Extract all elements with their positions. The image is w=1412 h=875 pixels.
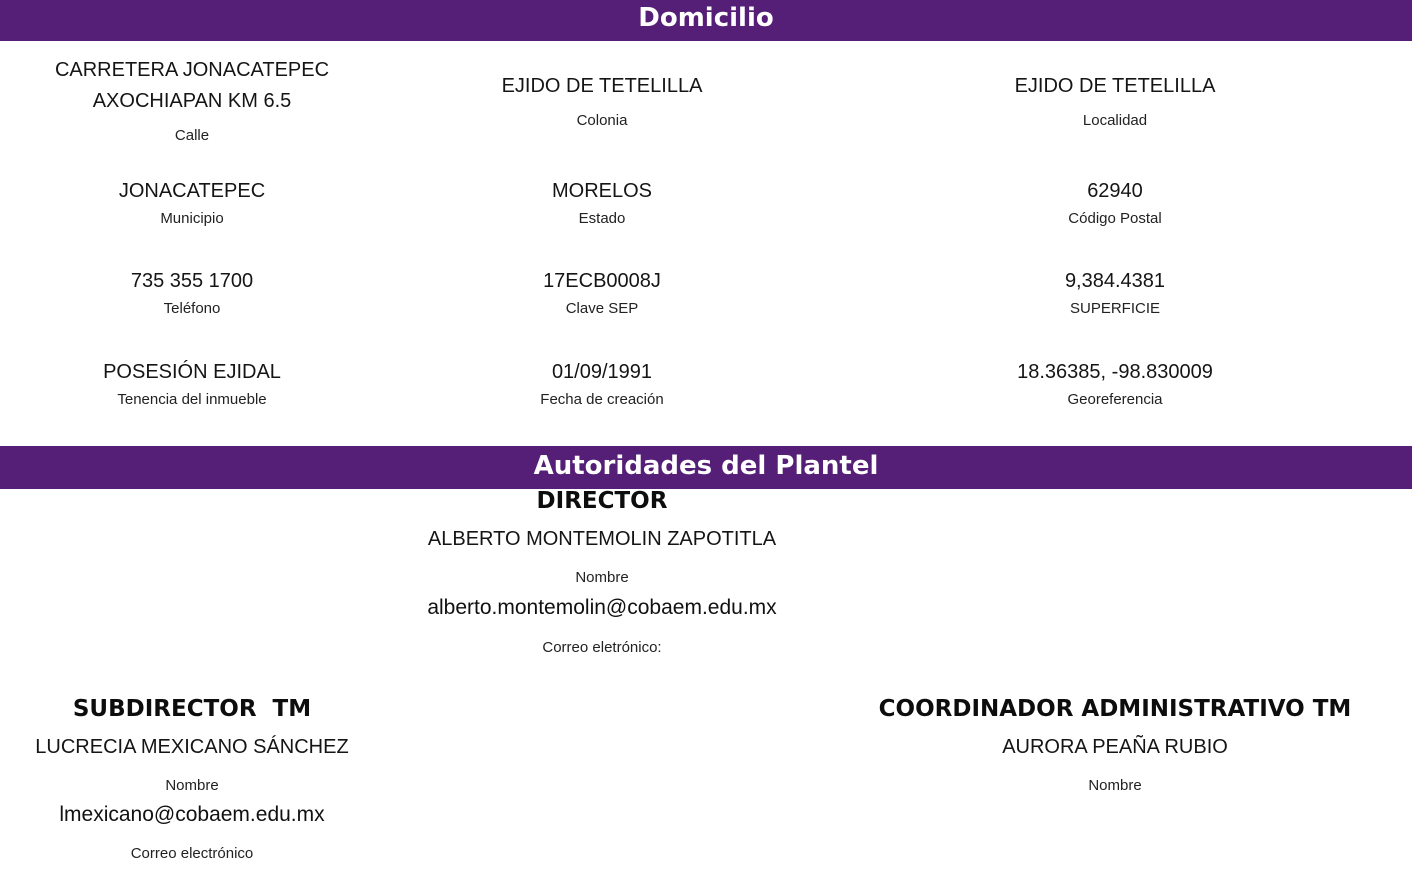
tenencia-label: Tenencia del inmueble bbox=[117, 391, 267, 408]
colonia-label: Colonia bbox=[576, 112, 628, 129]
subdirector-name-label: Nombre bbox=[165, 777, 219, 794]
field-calle bbox=[0, 55, 384, 144]
field-tenencia bbox=[0, 357, 384, 408]
clave-sep-label: Clave SEP bbox=[565, 300, 639, 317]
field-localidad bbox=[818, 71, 1412, 129]
subdirector-name: LUCRECIA MEXICANO SÁNCHEZ bbox=[35, 736, 349, 758]
director-name-label: Nombre bbox=[575, 569, 629, 586]
coordinador-role: COORDINADOR ADMINISTRATIVO TM bbox=[878, 696, 1352, 722]
tenencia-value: POSESIÓN EJIDAL bbox=[103, 361, 281, 383]
director-email-label: Correo eletrónico: bbox=[542, 639, 662, 656]
telefono-value: 735 355 1700 bbox=[130, 270, 254, 292]
field-superficie bbox=[818, 266, 1412, 317]
field-municipio bbox=[0, 176, 384, 227]
section-title-autoridades: Autoridades del Plantel bbox=[533, 451, 879, 481]
director-email: alberto.montemolin@cobaem.edu.mx bbox=[427, 596, 777, 619]
codigo-postal-label: Código Postal bbox=[1068, 210, 1162, 227]
localidad-value: EJIDO DE TETELILLA bbox=[1014, 75, 1216, 97]
clave-sep-value: 17ECB0008J bbox=[543, 270, 661, 292]
superficie-value: 9,384.4381 bbox=[1064, 270, 1166, 292]
superficie-label: SUPERFICIE bbox=[1069, 300, 1160, 317]
coordinador-name: AURORA PEAÑA RUBIO bbox=[1002, 736, 1228, 758]
calle-label: Calle bbox=[174, 127, 210, 144]
colonia-value: EJIDO DE TETELILLA bbox=[501, 75, 703, 97]
field-codigo-postal bbox=[818, 176, 1412, 227]
estado-label: Estado bbox=[578, 210, 626, 227]
subdirector-email: lmexicano@cobaem.edu.mx bbox=[59, 803, 325, 826]
calle-value: CARRETERA JONACATEPEC AXOCHIAPAN KM 6.5 bbox=[54, 59, 330, 112]
section-header-autoridades bbox=[0, 446, 1412, 489]
municipio-label: Municipio bbox=[160, 210, 224, 227]
field-clave-sep bbox=[392, 266, 812, 317]
estado-value: MORELOS bbox=[551, 180, 653, 202]
director-name: ALBERTO MONTEMOLIN ZAPOTITLA bbox=[427, 528, 777, 550]
field-estado bbox=[392, 176, 812, 227]
director-role: DIRECTOR bbox=[536, 488, 668, 514]
fecha-creacion-label: Fecha de creación bbox=[540, 391, 664, 408]
georeferencia-value: 18.36385, -98.830009 bbox=[1017, 361, 1213, 383]
municipio-value: JONACATEPEC bbox=[118, 180, 266, 202]
field-fecha-creacion bbox=[392, 357, 812, 408]
telefono-label: Teléfono bbox=[163, 300, 221, 317]
field-telefono bbox=[0, 266, 384, 317]
field-georeferencia bbox=[818, 357, 1412, 408]
subdirector-role: SUBDIRECTOR TM bbox=[72, 696, 312, 722]
field-colonia bbox=[392, 71, 812, 129]
section-header-domicilio bbox=[0, 0, 1412, 41]
fecha-creacion-value: 01/09/1991 bbox=[551, 361, 653, 383]
coordinador-name-label: Nombre bbox=[1088, 777, 1142, 794]
localidad-label: Localidad bbox=[1082, 112, 1148, 129]
subdirector-email-label: Correo electrónico bbox=[130, 845, 254, 862]
codigo-postal-value: 62940 bbox=[1087, 180, 1143, 202]
georeferencia-label: Georeferencia bbox=[1067, 391, 1163, 408]
section-title-domicilio: Domicilio bbox=[638, 3, 774, 33]
